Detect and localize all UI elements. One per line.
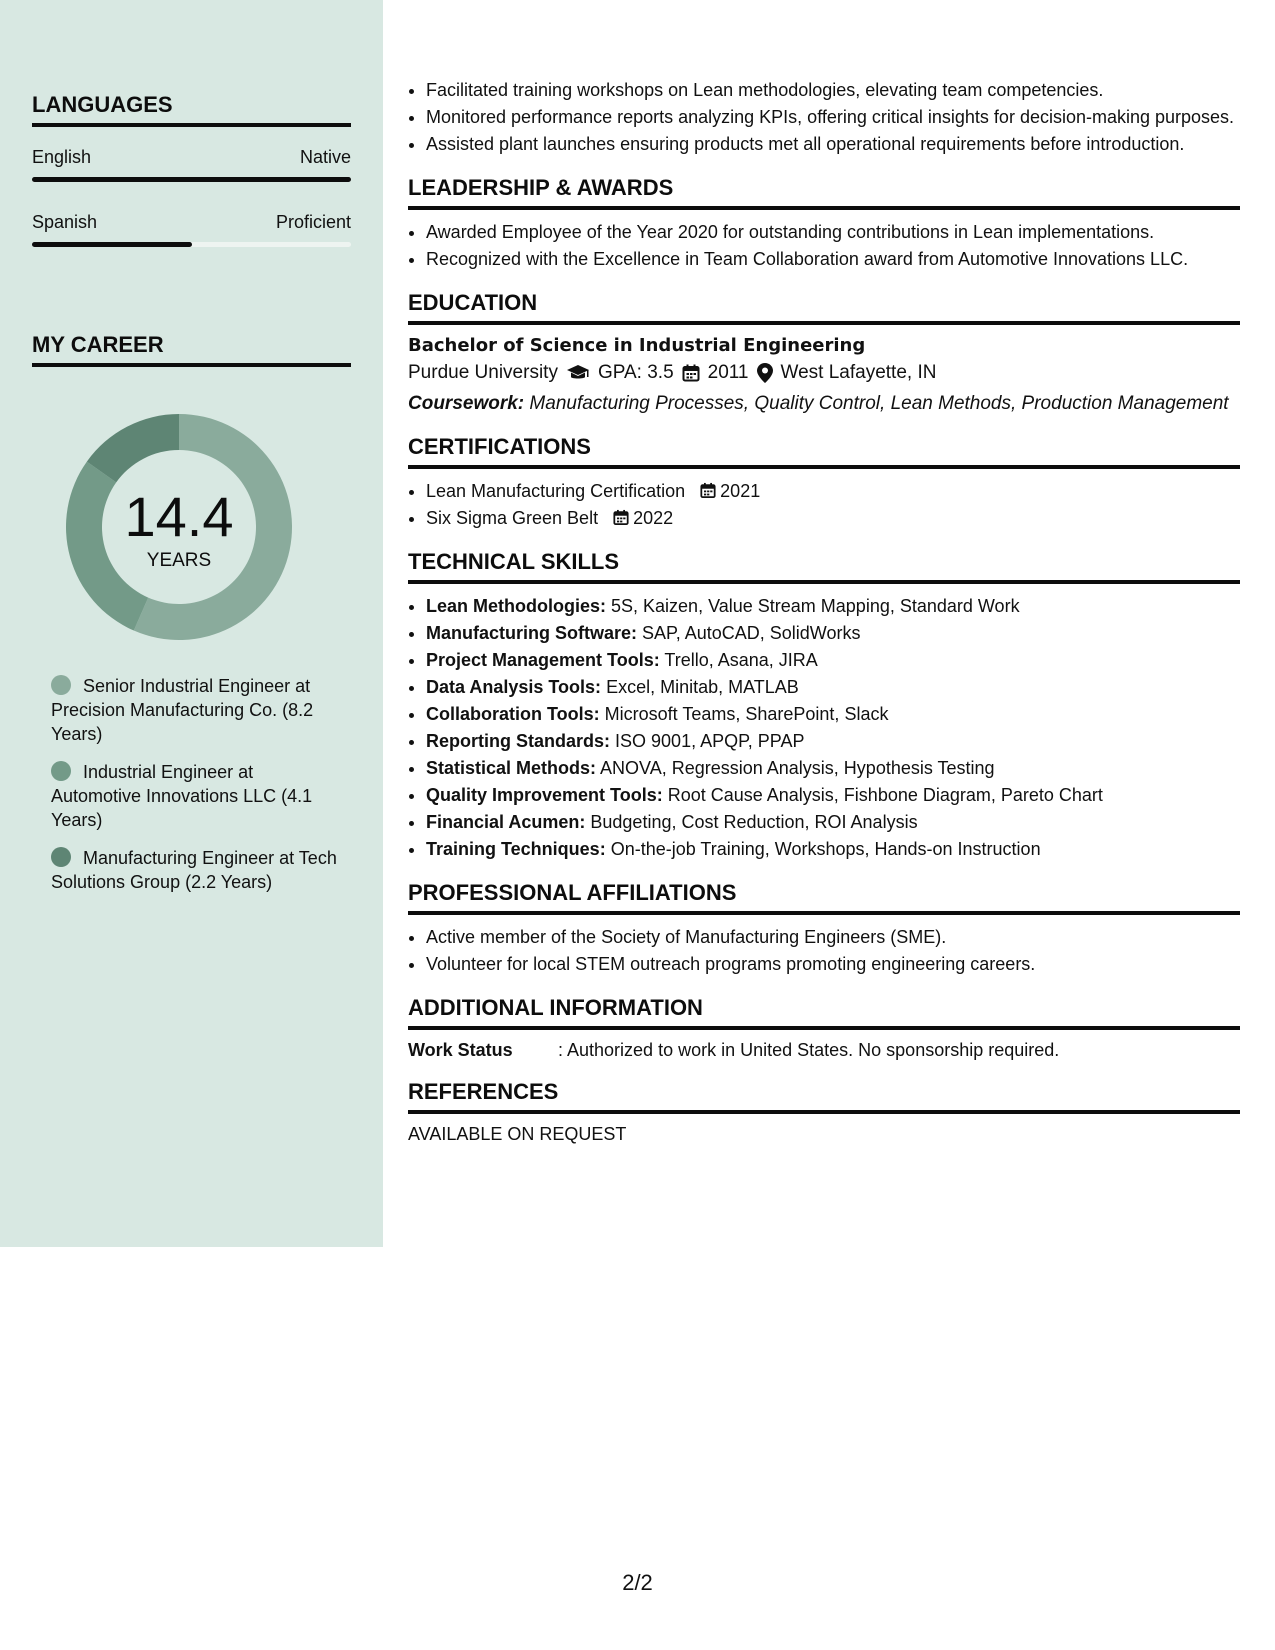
leadership-section xyxy=(408,175,1240,272)
skill-label: Collaboration Tools: xyxy=(426,704,600,724)
languages-heading: LANGUAGES xyxy=(32,92,351,127)
school-name: Purdue University xyxy=(408,362,558,383)
section-title: REFERENCES xyxy=(408,1079,1240,1114)
graduation-cap-icon xyxy=(566,364,590,382)
list-item: • Recognized with the Excellence in Team Collaboration award from Automotive Innovations LLC. xyxy=(426,247,1240,272)
additional-info-section xyxy=(408,995,1240,1061)
career-role-label: Manufacturing Engineer at Tech Solutions Group (2.2 Years) xyxy=(51,848,337,892)
career-legend-item xyxy=(51,846,341,894)
list-item: • Monitored performance reports analyzing KPIs, offering critical insights for decision-making purposes. xyxy=(426,105,1240,130)
list-item xyxy=(426,675,1240,700)
work-status-label: Work Status xyxy=(408,1040,513,1060)
skill-value: On-the-job Training, Workshops, Hands-on Instruction xyxy=(610,839,1041,859)
list-item xyxy=(426,837,1240,862)
list-item xyxy=(426,756,1240,781)
certification-year: 2022 xyxy=(633,508,674,528)
list-item: • Awarded Employee of the Year 2020 for outstanding contributions in Lean implementations. xyxy=(426,220,1240,245)
skill-label: Project Management Tools: xyxy=(426,650,660,670)
skill-value: SAP, AutoCAD, SolidWorks xyxy=(642,623,861,643)
career-legend xyxy=(51,674,341,908)
list-item xyxy=(426,621,1240,646)
calendar-icon xyxy=(682,364,700,382)
skill-label: Quality Improvement Tools: xyxy=(426,785,663,805)
section-title: LEADERSHIP & AWARDS xyxy=(408,175,1240,210)
skill-label: Manufacturing Software: xyxy=(426,623,638,643)
skill-label: Reporting Standards: xyxy=(426,731,611,751)
career-legend-item xyxy=(51,674,341,746)
skill-value: Excel, Minitab, MATLAB xyxy=(606,677,799,697)
career-section xyxy=(32,332,351,367)
legend-dot xyxy=(51,675,71,695)
education-meta xyxy=(408,362,1240,384)
section-title: PROFESSIONAL AFFILIATIONS xyxy=(408,880,1240,915)
list-item xyxy=(426,729,1240,754)
list-item xyxy=(426,506,1240,531)
map-pin-icon xyxy=(757,363,773,383)
career-role-label: Senior Industrial Engineer at Precision Manufacturing Co. (8.2 Years) xyxy=(51,676,314,744)
languages-section xyxy=(32,92,351,247)
section-title: CERTIFICATIONS xyxy=(408,434,1240,469)
career-heading: MY CAREER xyxy=(32,332,351,367)
references-section xyxy=(408,1079,1240,1145)
skill-value: Trello, Asana, JIRA xyxy=(664,650,818,670)
career-legend-item xyxy=(51,760,341,832)
list-item xyxy=(426,810,1240,835)
language-proficiency-bar xyxy=(32,242,351,247)
skill-value: Microsoft Teams, SharePoint, Slack xyxy=(604,704,889,724)
list-item xyxy=(426,594,1240,619)
work-status-row xyxy=(408,1040,1240,1061)
coursework-label: Coursework: xyxy=(408,393,525,414)
main-content xyxy=(408,78,1240,1145)
legend-dot xyxy=(51,847,71,867)
work-status-value: : Authorized to work in United States. No sponsorship required. xyxy=(558,1040,1060,1060)
experience-bullets xyxy=(408,78,1240,157)
list-item: • Facilitated training workshops on Lean methodologies, elevating team competencies. xyxy=(426,78,1240,103)
graduation-year: 2011 xyxy=(707,362,749,383)
coursework xyxy=(408,392,1240,416)
gpa: GPA: 3.5 xyxy=(597,362,674,383)
school-location: West Lafayette, IN xyxy=(780,362,937,383)
career-role-label: Industrial Engineer at Automotive Innovations LLC (4.1 Years) xyxy=(51,762,313,830)
references-text: AVAILABLE ON REQUEST xyxy=(408,1124,627,1144)
sidebar xyxy=(0,0,383,1247)
calendar-icon xyxy=(700,482,716,499)
skill-value: Budgeting, Cost Reduction, ROI Analysis xyxy=(590,812,918,832)
language-proficiency-bar xyxy=(32,177,351,182)
language-proficiency-fill xyxy=(32,177,351,182)
list-item xyxy=(426,648,1240,673)
technical-skills-section xyxy=(408,549,1240,862)
section-title: EDUCATION xyxy=(408,290,1240,325)
skill-label: Financial Acumen: xyxy=(426,812,586,832)
certification-name: Six Sigma Green Belt xyxy=(426,508,599,528)
certifications-section xyxy=(408,434,1240,531)
skill-label: Statistical Methods: xyxy=(426,758,597,778)
skill-label: Data Analysis Tools: xyxy=(426,677,602,697)
skill-label: Lean Methodologies: xyxy=(426,596,606,616)
legend-dot xyxy=(51,761,71,781)
coursework-list: Manufacturing Processes, Quality Control, Lean Methods, Production Management xyxy=(529,393,1229,414)
language-name: English xyxy=(32,147,92,167)
career-years-label: YEARS xyxy=(146,550,212,571)
certification-name: Lean Manufacturing Certification xyxy=(426,481,686,501)
page-number: 2/2 xyxy=(622,1570,653,1595)
language-item-spanish xyxy=(32,212,351,247)
language-name: Spanish xyxy=(32,212,98,232)
list-item: • Assisted plant launches ensuring products met all operational requirements before introduction. xyxy=(426,132,1240,157)
language-item-english xyxy=(32,147,351,182)
education-section xyxy=(408,290,1240,416)
section-title: ADDITIONAL INFORMATION xyxy=(408,995,1240,1030)
skill-value: 5S, Kaizen, Value Stream Mapping, Standard Work xyxy=(611,596,1020,616)
certification-date xyxy=(613,508,673,528)
list-item xyxy=(426,479,1240,504)
list-item: • Volunteer for local STEM outreach programs promoting engineering careers. xyxy=(426,952,1240,977)
affiliations-section xyxy=(408,880,1240,977)
language-level: Proficient xyxy=(275,212,351,232)
list-item xyxy=(426,783,1240,808)
career-total-years: 14.4 xyxy=(124,485,234,548)
career-donut-chart xyxy=(66,414,292,640)
language-level: Native xyxy=(299,147,351,167)
skill-value: Root Cause Analysis, Fishbone Diagram, Pareto Chart xyxy=(667,785,1103,805)
certification-date xyxy=(700,481,760,501)
skill-label: Training Techniques: xyxy=(426,839,606,859)
list-item: • Active member of the Society of Manufacturing Engineers (SME). xyxy=(426,925,1240,950)
degree-title: Bachelor of Science in Industrial Engineering xyxy=(408,335,866,356)
calendar-icon xyxy=(613,509,629,526)
list-item xyxy=(426,702,1240,727)
section-title: TECHNICAL SKILLS xyxy=(408,549,1240,584)
language-proficiency-fill xyxy=(32,242,192,247)
skill-value: ANOVA, Regression Analysis, Hypothesis Testing xyxy=(600,758,995,778)
skill-value: ISO 9001, APQP, PPAP xyxy=(615,731,805,751)
certification-year: 2021 xyxy=(720,481,761,501)
